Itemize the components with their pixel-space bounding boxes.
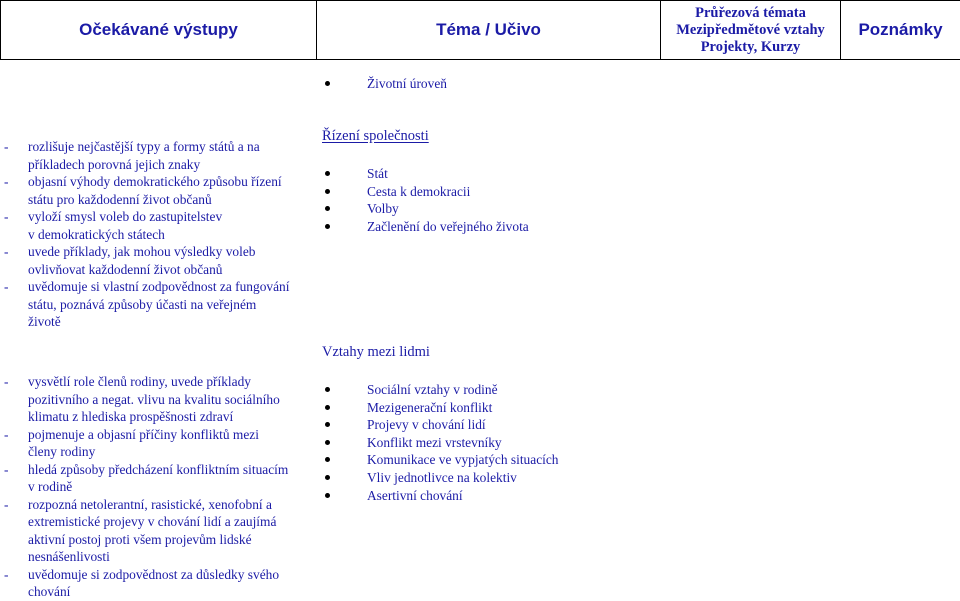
outcome-line: pozitivního a negat. vlivu na kvalitu sociálního [28, 391, 280, 407]
topic-label: Komunikace ve vypjatých situacích [367, 452, 559, 468]
list-item [322, 451, 559, 469]
list-item [322, 183, 529, 201]
list-item [4, 138, 289, 173]
outcome-line: v rodině [28, 479, 73, 494]
list-item [322, 487, 559, 505]
topic-label: Cesta k demokracii [367, 183, 471, 199]
outcome-line: státu pro každodenní život občanů [28, 191, 212, 207]
outcome-line: ovlivňovat každodenní život občanů [28, 261, 223, 277]
header-expected-outcomes: Očekávané výstupy [79, 20, 238, 39]
outcome-line: aktivní postoj proti všem projevům lidské [28, 531, 252, 547]
section-heading-governance: Řízení společnosti [322, 128, 429, 144]
dash-marker: - [4, 139, 9, 154]
topic-label: Vliv jednotlivce na kolektiv [367, 469, 517, 485]
dash-marker: - [4, 566, 9, 582]
list-item [4, 243, 289, 278]
dash-marker: - [4, 426, 9, 442]
topic-label: Stát [367, 166, 388, 181]
outcome-line: klimatu z hlediska prospěšnosti zdraví [28, 409, 234, 424]
outcome-line: životě [28, 314, 61, 329]
bullet-icon [325, 81, 330, 86]
outcome-line: členy rodiny [28, 444, 96, 459]
list-item [4, 278, 289, 331]
list-item [322, 218, 529, 236]
topic-label: Sociální vztahy v rodině [367, 382, 498, 397]
topic-label: Asertivní chování [367, 487, 463, 503]
topic-label: Konflikt mezi vrstevníky [367, 434, 502, 450]
topic-label: Mezigenerační konflikt [367, 399, 493, 415]
outcome-line: vyloží smysl voleb do zastupitelstev [28, 209, 223, 224]
header-notes: Poznámky [858, 20, 943, 39]
list-item [322, 416, 559, 434]
outcome-line: nesnášenlivosti [28, 549, 110, 564]
outcome-line: pojmenuje a objasní příčiny konfliktů mezi [28, 426, 259, 442]
dash-marker: - [4, 174, 9, 189]
list-item [322, 381, 559, 399]
topic-label: Volby [367, 201, 399, 217]
outcomes-list-governance [4, 138, 289, 331]
list-item [4, 173, 289, 208]
topic-list-relationships [322, 381, 559, 504]
outcome-line: rozlišuje nejčastější typy a formy států a na [28, 139, 260, 154]
outcomes-list-relationships [4, 373, 288, 601]
header-col3-line1: Průřezová témata [695, 4, 806, 21]
list-item [4, 373, 288, 426]
outcome-line: v demokratických státech [28, 226, 165, 242]
bullet-icon [325, 493, 330, 498]
header-col3-line2: Mezipředmětové vztahy [676, 21, 825, 38]
topic-label: Životní úroveň [367, 76, 447, 91]
dash-marker: - [4, 374, 9, 389]
outcome-line: vysvětlí role členů rodiny, uvede příklady [28, 374, 251, 389]
list-item [4, 208, 289, 243]
dash-marker: - [4, 461, 9, 477]
outcome-line: státu, poznává způsoby účasti na veřejném [28, 296, 257, 312]
list-item [322, 200, 529, 218]
list-item [4, 461, 288, 496]
header-col3-line3: Projekty, Kurzy [700, 38, 801, 55]
dash-marker: - [4, 209, 9, 224]
outcome-line: příkladech porovná jejich znaky [28, 156, 201, 172]
bullet-icon [325, 475, 330, 480]
list-item [322, 75, 447, 93]
outcome-line: objasní výhody demokratického způsobu řízení [28, 174, 282, 189]
dash-marker: - [4, 279, 9, 294]
bullet-icon [325, 405, 330, 410]
list-item [322, 469, 559, 487]
bullet-icon [325, 440, 330, 445]
bullet-icon [325, 206, 330, 211]
outcome-line: hledá způsoby předcházení konfliktním situacím [28, 461, 289, 477]
topic-list-governance [322, 165, 529, 235]
outcome-line: rozpozná netolerantní, rasistické, xenofobní a [28, 496, 272, 512]
bullet-icon [325, 422, 330, 427]
outcome-line: uvědomuje si zodpovědnost za důsledky svého [28, 566, 280, 582]
bullet-icon [325, 224, 330, 229]
bullet-icon [325, 189, 330, 194]
topic-label: Projevy v chování lidí [367, 417, 486, 433]
topic-label: Začlenění do veřejného života [367, 218, 529, 234]
bullet-icon [325, 171, 330, 176]
outcome-line: uvědomuje si vlastní zodpovědnost za fungování [28, 279, 290, 294]
outcome-line: extremistické projevy v chování lidí a zaujímá [28, 514, 277, 529]
bullet-icon [325, 457, 330, 462]
list-item [322, 165, 529, 183]
outcome-line: uvede příklady, jak mohou výsledky voleb [28, 244, 256, 259]
header-topic-curriculum: Téma / Učivo [436, 20, 541, 39]
topic-list-living-standard [322, 75, 447, 93]
header-crosscutting-themes [661, 1, 840, 59]
outcome-line: chování [28, 584, 71, 599]
list-item [4, 426, 288, 461]
list-item [4, 566, 288, 601]
list-item [4, 496, 288, 566]
list-item [322, 399, 559, 417]
section-heading-relationships: Vztahy mezi lidmi [322, 344, 430, 360]
list-item [322, 434, 559, 452]
header-bottom-border [0, 59, 960, 60]
bullet-icon [325, 387, 330, 392]
dash-marker: - [4, 496, 9, 512]
dash-marker: - [4, 244, 9, 259]
